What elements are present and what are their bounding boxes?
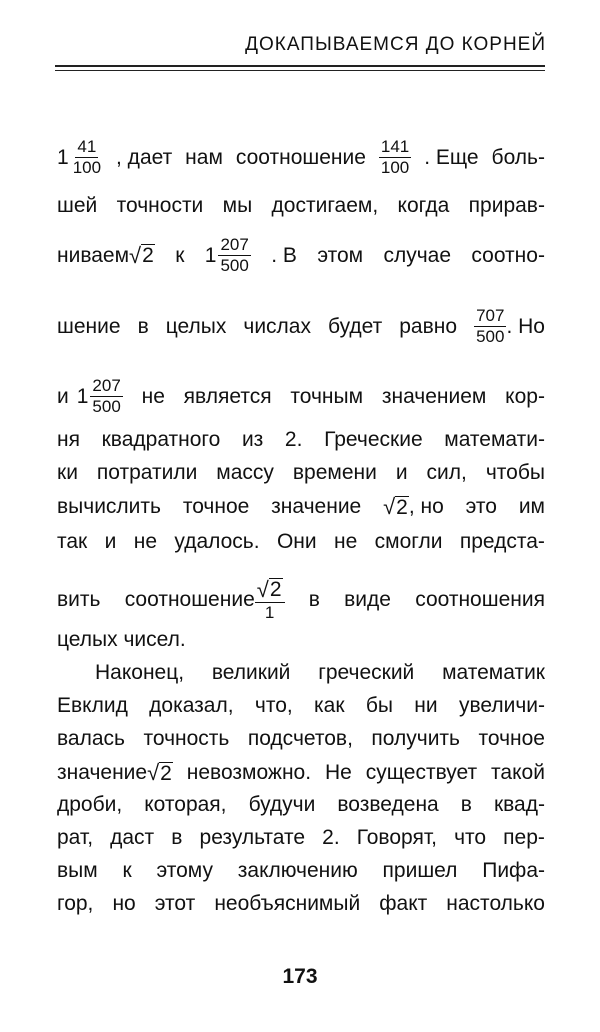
text-line: дроби, которая, будучи возведена в квад-	[57, 793, 545, 816]
fraction: $\frac{41}{100}$	[72, 137, 102, 177]
mixed-number: 1 $\frac{207}{500}$	[76, 376, 121, 416]
mixed-number: 1 $\frac{207}{500}$	[204, 235, 249, 275]
fraction: $\frac{141}{100}$	[380, 137, 410, 177]
fraction: $\frac{707}{500}$	[476, 306, 505, 346]
text-line: Наконец, великий греческий математик	[95, 661, 545, 684]
text-line: 1 $\frac{41}{100}$ , дает нам соотношение $\frac{141}{100}$ . Еще боль-	[57, 137, 545, 177]
text-line: Евклид доказал, что, как бы ни увеличи-	[57, 694, 545, 717]
fraction: $\frac{207}{500}$	[92, 376, 121, 416]
text-line: ки потратили массу времени и сил, чтобы	[57, 461, 545, 484]
text-line: ниваем √ 2 к 1 $\frac{207}{500}$ . В этом случае соотно-	[57, 235, 545, 275]
text-line: целых чисел.	[57, 628, 186, 651]
text-line: и 1 $\frac{207}{500}$ не является точным значением кор-	[57, 376, 545, 416]
sqrt-symbol: √ 2	[147, 760, 172, 785]
text-line: вить соотношение √ 2 1 в виде соотношения	[57, 576, 545, 622]
text-line: шение в целых числах будет равно $\frac{707}{500}$ . Но	[57, 306, 545, 346]
text-line: значение √ 2 невозможно. Не существует такой	[57, 760, 545, 785]
header-rule-thick	[55, 65, 545, 67]
text-line: гор, но этот необъяснимый факт настолько	[57, 892, 545, 915]
fraction: $\frac{207}{500}$	[220, 235, 249, 275]
running-header: ДОКАПЫВАЕМСЯ ДО КОРНЕЙ	[245, 34, 546, 55]
sqrt-symbol: √ 2	[383, 494, 408, 519]
text-line: валась точность подсчетов, получить точное	[57, 727, 545, 750]
mixed-number: 1 $\frac{41}{100}$	[57, 137, 102, 177]
text-line: шей точности мы достигаем, когда прирав-	[57, 194, 545, 217]
text-line: вым к этому заключению пришел Пифа-	[57, 859, 545, 882]
fraction: √ 2 1	[255, 578, 285, 623]
sqrt-symbol: √ 2	[256, 576, 282, 602]
header-rule-thin	[55, 70, 545, 71]
sqrt-symbol: √ 2	[129, 242, 154, 268]
page-number: 173	[282, 965, 318, 988]
text-line: рат, даст в результате 2. Говорят, что пер-	[57, 826, 545, 849]
text-line: ня квадратного из 2. Греческие математи-	[57, 428, 545, 451]
text-line: вычислить точное значение √ 2 , но это им	[57, 494, 545, 519]
text-line: так и не удалось. Они не смогли предста-	[57, 530, 545, 553]
